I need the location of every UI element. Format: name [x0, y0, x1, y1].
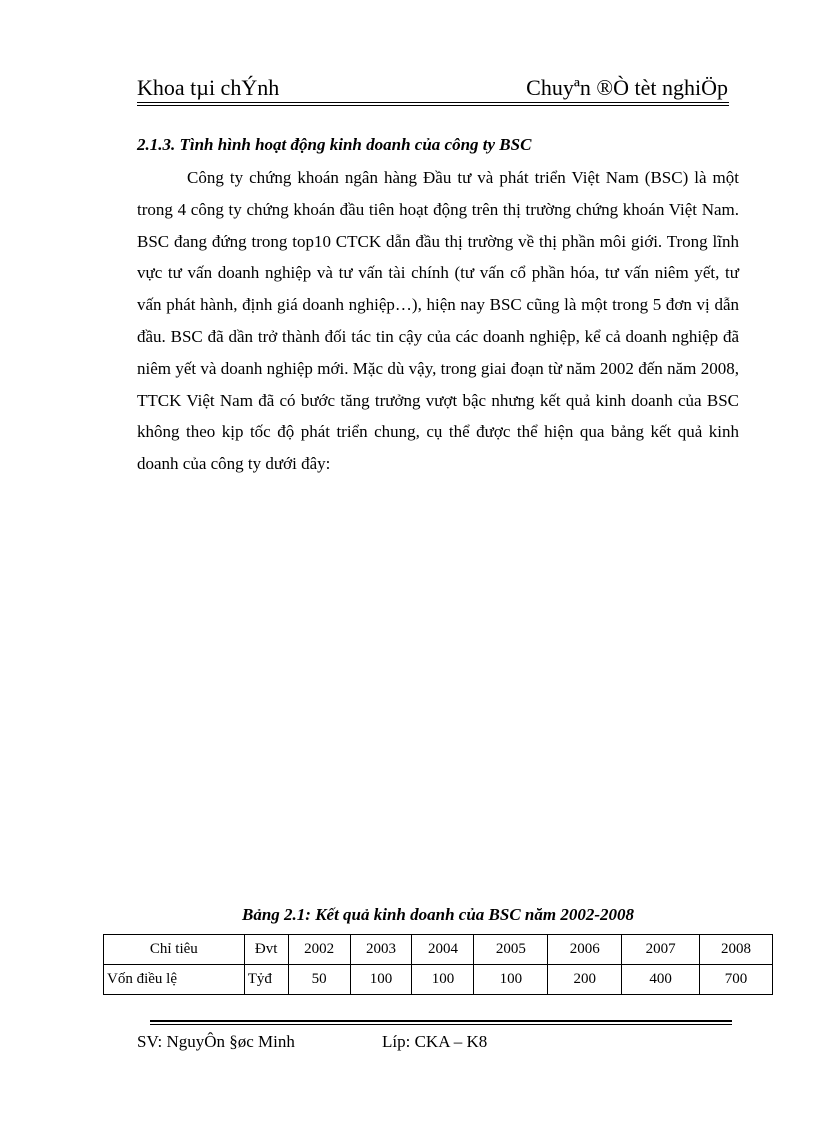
- header-title: Chuyªn ®Ò tèt nghiÖp: [526, 75, 728, 100]
- table-row: [104, 965, 773, 995]
- table-header-row: [104, 935, 773, 965]
- header-cell: 2007: [622, 935, 700, 965]
- table-cell: 100: [412, 965, 474, 995]
- footer-rule: [150, 1020, 732, 1022]
- table-cell: 200: [548, 965, 622, 995]
- header-rule-secondary: [137, 105, 729, 106]
- results-table: [103, 934, 773, 995]
- table-cell: Tỷđ: [244, 965, 288, 995]
- table-cell: 50: [288, 965, 350, 995]
- table-cell: 100: [474, 965, 548, 995]
- header-cell: 2006: [548, 935, 622, 965]
- body-paragraph: Công ty chứng khoán ngân hàng Đầu tư và phát triển Việt Nam (BSC) là một trong 4 công ty chứng khoán đầu tiên hoạt động trên thị trường chứng khoán Việt Nam. BSC đang đứng trong top10 CTCK dẫn đầu thị trường về thị phần môi giới. Trong lĩnh vực tư vấn doanh nghiệp và tư vấn tài chính (tư vấn cổ phần hóa, tư vấn niêm yết, tư vấn phát hành, định giá doanh nghiệp…), hiện nay BSC cũng là một trong 5 đơn vị dẫn đầu. BSC đã dần trở thành đối tác tin cậy của các doanh nghiệp, kể cả doanh nghiệp đã niêm yết và doanh nghiệp mới. Mặc dù vậy, trong giai đoạn từ năm 2002 đến năm 2008, TTCK Việt Nam đã có bước tăng trưởng vượt bậc nhưng kết quả kinh doanh của BSC không theo kịp tốc độ phát triển chung, cụ thể được thể hiện qua bảng kết quả kinh doanh của công ty dưới đây:: [137, 168, 739, 474]
- footer-student: SV: NguyÔn §øc Minh: [137, 1032, 295, 1051]
- table-cell: 700: [700, 965, 773, 995]
- footer-rule-secondary: [150, 1024, 732, 1025]
- header-cell: 2002: [288, 935, 350, 965]
- header-rule: [137, 102, 729, 103]
- header-cell: 2004: [412, 935, 474, 965]
- header-cell: Đvt: [244, 935, 288, 965]
- footer-class: Líp: CKA – K8: [382, 1032, 488, 1051]
- table-cell: Vốn điều lệ: [104, 965, 245, 995]
- header-department: Khoa tµi chÝnh: [137, 75, 280, 100]
- header-cell: 2008: [700, 935, 773, 965]
- header-cell: 2003: [350, 935, 412, 965]
- table-cell: 400: [622, 965, 700, 995]
- header-cell: 2005: [474, 935, 548, 965]
- header-cell: Chỉ tiêu: [104, 935, 245, 965]
- section-heading: 2.1.3. Tình hình hoạt động kinh doanh của công ty BSC: [137, 135, 532, 154]
- table-cell: 100: [350, 965, 412, 995]
- table-caption: Bảng 2.1: Kết quả kinh doanh của BSC năm 2002-2008: [241, 905, 635, 924]
